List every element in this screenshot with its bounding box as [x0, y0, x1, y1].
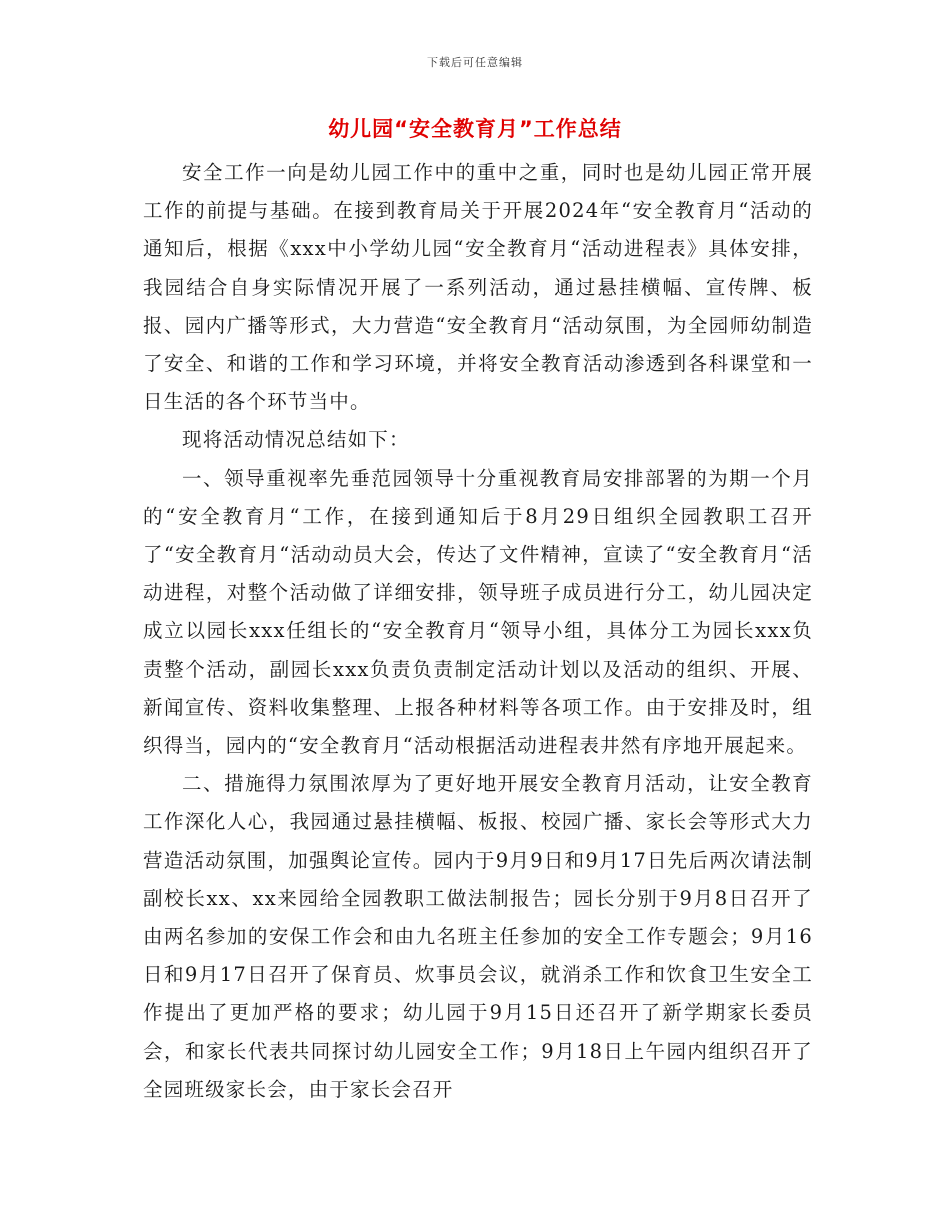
header-note: 下载后可任意编辑	[427, 56, 523, 69]
document-body	[143, 154, 813, 1109]
page-title: 幼儿园“安全教育月”工作总结	[328, 117, 622, 141]
paragraph-section-2: 二、措施得力氛围浓厚为了更好地开展安全教育月活动，让安全教育工作深化人心，我园通过悬挂横幅、板报、校园广播、家长会等形式大力营造活动氛围，加强舆论宣传。园内于9月9日和9月17日先后两次请法制副校长xx、xx来园给全园教职工做法制报告；园长分别于9月8日召开了由两名参加的安保工作会和由九名班主任参加的安全工作专题会；9月16日和9月17日召开了保育员、炊事员会议，就消杀工作和饮食卫生安全工作提出了更加严格的要求；幼儿园于9月15日还召开了新学期家长委员会，和家长代表共同探讨幼儿园安全工作；9月18日上午园内组织召开了全园班级家长会，由于家长会召开	[143, 772, 813, 1101]
paragraph-intro: 安全工作一向是幼儿园工作中的重中之重，同时也是幼儿园正常开展工作的前提与基础。在接到教育局关于开展2024年“安全教育月“活动的通知后，根据《xxx中小学幼儿园“安全教育月“活动进程表》具体安排，我园结合自身实际情况开展了一系列活动，通过悬挂横幅、宣传牌、板报、园内广播等形式，大力营造“安全教育月“活动氛围，为全园师幼制造了安全、和谐的工作和学习环境，并将安全教育活动渗透到各科课堂和一日生活的各个环节当中。	[143, 161, 813, 414]
paragraph-summary-lead: 现将活动情况总结如下：	[182, 428, 410, 452]
paragraph-section-1: 一、领导重视率先垂范园领导十分重视教育局安排部署的为期一个月的“安全教育月“工作，在接到通知后于8月29日组织全园教职工召开了“安全教育月“活动动员大会，传达了文件精神，宣读了“安全教育月“活动进程，对整个活动做了详细安排，领导班子成员进行分工，幼儿园决定成立以园长xxx任组长的“安全教育月“领导小组，具体分工为园长xxx负责整个活动，副园长xxx负责负责制定活动计划以及活动的组织、开展、新闻宣传、资料收集整理、上报各种材料等各项工作。由于安排及时，组织得当，园内的“安全教育月“活动根据活动进程表井然有序地开展起来。	[143, 466, 813, 758]
